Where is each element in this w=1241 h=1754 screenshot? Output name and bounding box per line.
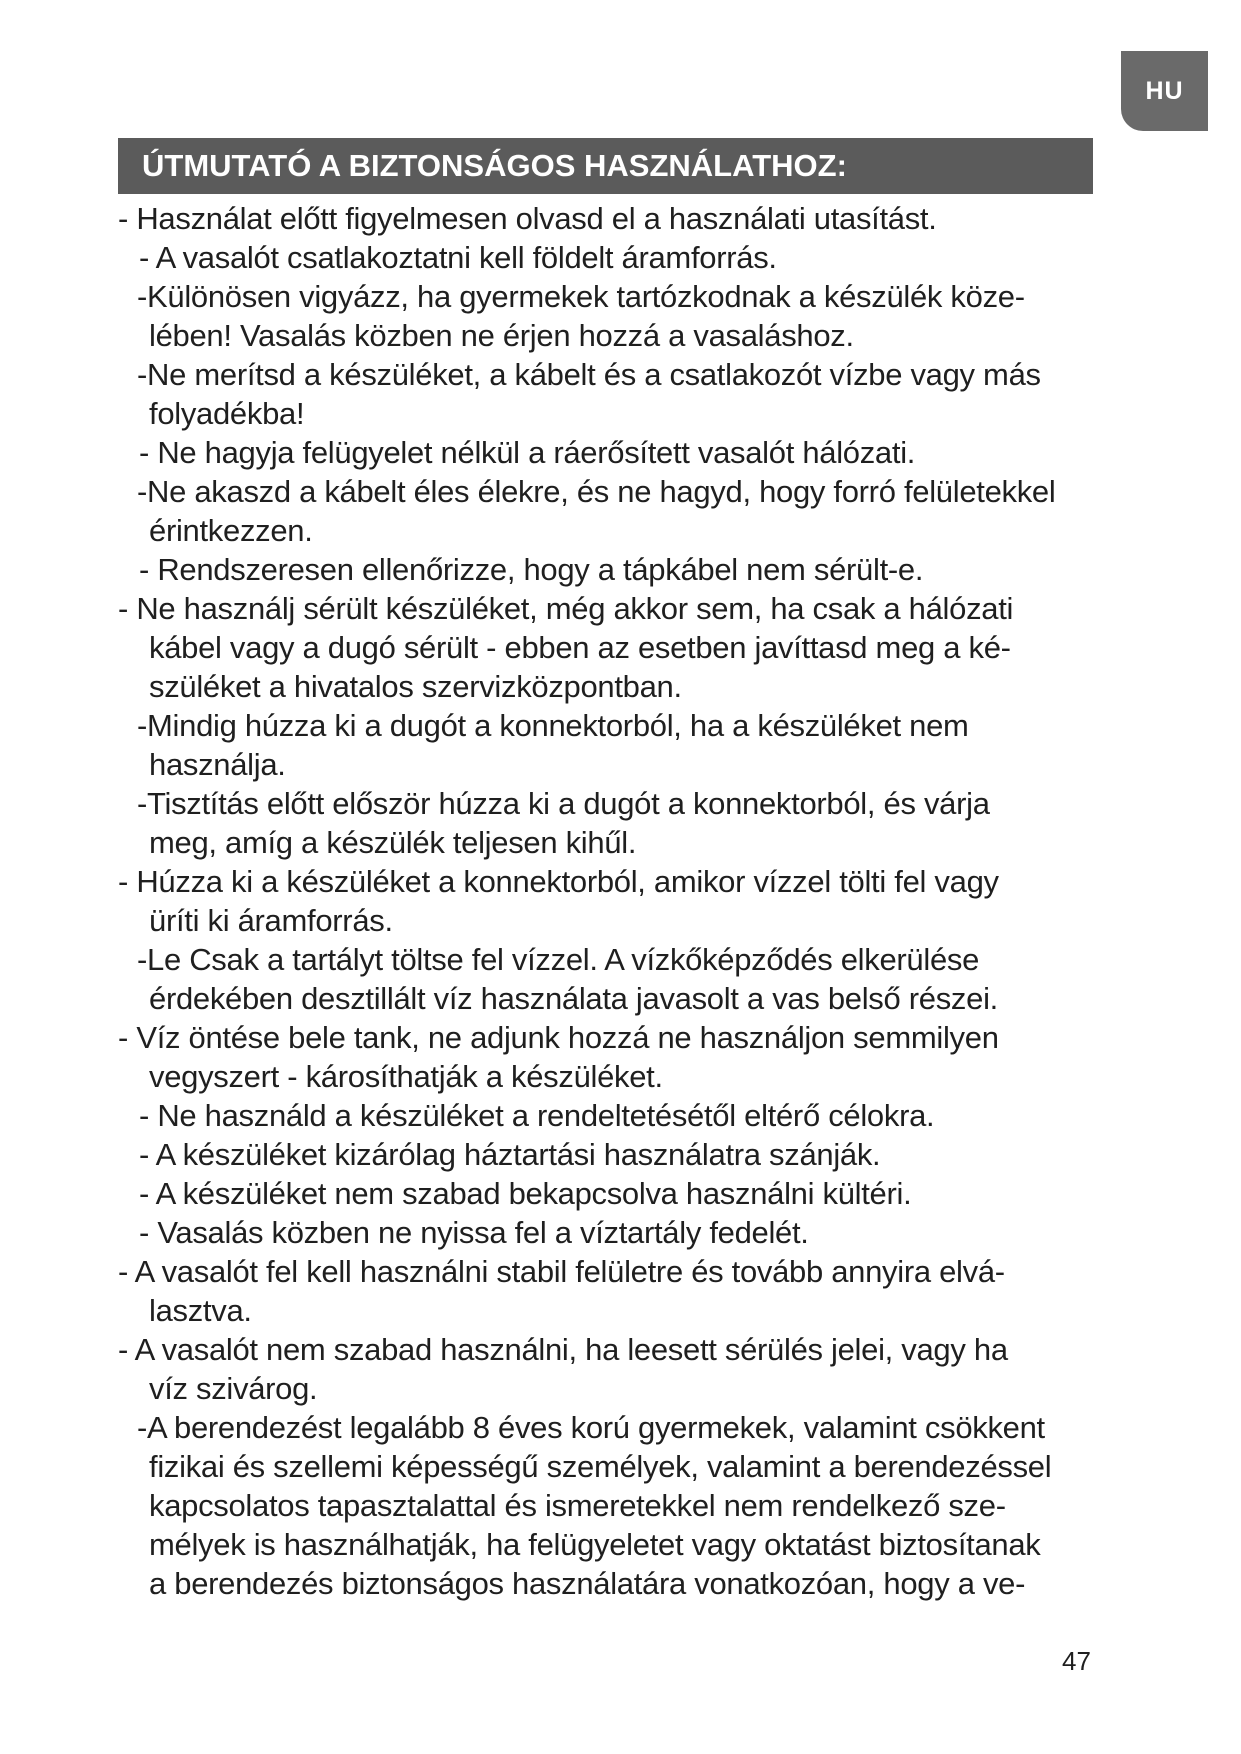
instruction-line: - Ne használj sérült készüléket, még akkor sem, ha csak a hálózati [118,591,1014,626]
instruction-line: - Húzza ki a készüléket a konnektorból, amikor vízzel tölti fel vagy [118,864,999,899]
instruction-line: - A vasalót csatlakoztatni kell földelt áramforrás. [139,240,777,275]
instruction-line: -Különösen vigyázz, ha gyermekek tartózkodnak a készülék köze- [137,279,1025,314]
instruction-line: kapcsolatos tapasztalattal és ismeretekkel nem rendelkező sze- [149,1488,1006,1523]
instruction-line: meg, amíg a készülék teljesen kihűl. [149,825,637,860]
instruction-line: fizikai és szellemi képességű személyek, valamint a berendezéssel [149,1449,1052,1484]
instruction-line: lasztva. [149,1293,252,1328]
instruction-line: - Ne használd a készüléket a rendeltetésétől eltérő célokra. [139,1098,935,1133]
instruction-line: használja. [149,747,286,782]
instruction-line: - A vasalót nem szabad használni, ha leesett sérülés jelei, vagy ha [118,1332,1008,1367]
instruction-line: -Tisztítás előtt először húzza ki a dugót a konnektorból, és várja [137,786,990,821]
instruction-line: szüléket a hivatalos szervizközpontban. [149,669,682,704]
instruction-line: kábel vagy a dugó sérült - ebben az esetben javíttasd meg a ké- [149,630,1011,665]
page-number: 47 [1062,1646,1091,1676]
instruction-line: víz szivárog. [149,1371,318,1406]
instruction-line: lében! Vasalás közben ne érjen hozzá a vasaláshoz. [149,318,854,353]
instruction-line: mélyek is használhatják, ha felügyeletet vagy oktatást biztosítanak [149,1527,1041,1562]
instruction-line: -Mindig húzza ki a dugót a konnektorból, ha a készüléket nem [137,708,969,743]
instruction-line: -Ne merítsd a készüléket, a kábelt és a csatlakozót vízbe vagy más [137,357,1041,392]
instruction-line: érdekében desztillált víz használata javasolt a vas belső részei. [149,981,998,1016]
instruction-line: a berendezés biztonságos használatára vonatkozóan, hogy a ve- [149,1566,1026,1601]
instruction-line: - Rendszeresen ellenőrizze, hogy a tápkábel nem sérült-e. [139,552,924,587]
instruction-line: - A készüléket kizárólag háztartási használatra szánják. [139,1137,881,1172]
section-title: ÚTMUTATÓ A BIZTONSÁGOS HASZNÁLATHOZ: [118,138,1093,194]
instruction-line: -A berendezést legalább 8 éves korú gyermekek, valamint csökkent [137,1410,1045,1445]
instruction-line: - A készüléket nem szabad bekapcsolva használni kültéri. [139,1176,912,1211]
instruction-line: -Le Csak a tartályt töltse fel vízzel. A vízkőképződés elkerülése [137,942,980,977]
instruction-line: - Víz öntése bele tank, ne adjunk hozzá ne használjon semmilyen [118,1020,999,1055]
instruction-line: érintkezzen. [149,513,313,548]
instruction-line: vegyszert - károsíthatják a készüléket. [149,1059,663,1094]
instruction-line: - A vasalót fel kell használni stabil felületre és tovább annyira elvá- [118,1254,1005,1289]
instruction-line: üríti ki áramforrás. [149,903,393,938]
instruction-line: - Vasalás közben ne nyissa fel a víztartály fedelét. [139,1215,809,1250]
instruction-line: folyadékba! [149,396,305,431]
instruction-line: -Ne akaszd a kábelt éles élekre, és ne hagyd, hogy forró felületekkel [137,474,1056,509]
instruction-line: - Ne hagyja felügyelet nélkül a ráerősített vasalót hálózati. [139,435,916,470]
instruction-line: - Használat előtt figyelmesen olvasd el a használati utasítást. [118,201,937,236]
language-tab: HU [1121,51,1208,131]
